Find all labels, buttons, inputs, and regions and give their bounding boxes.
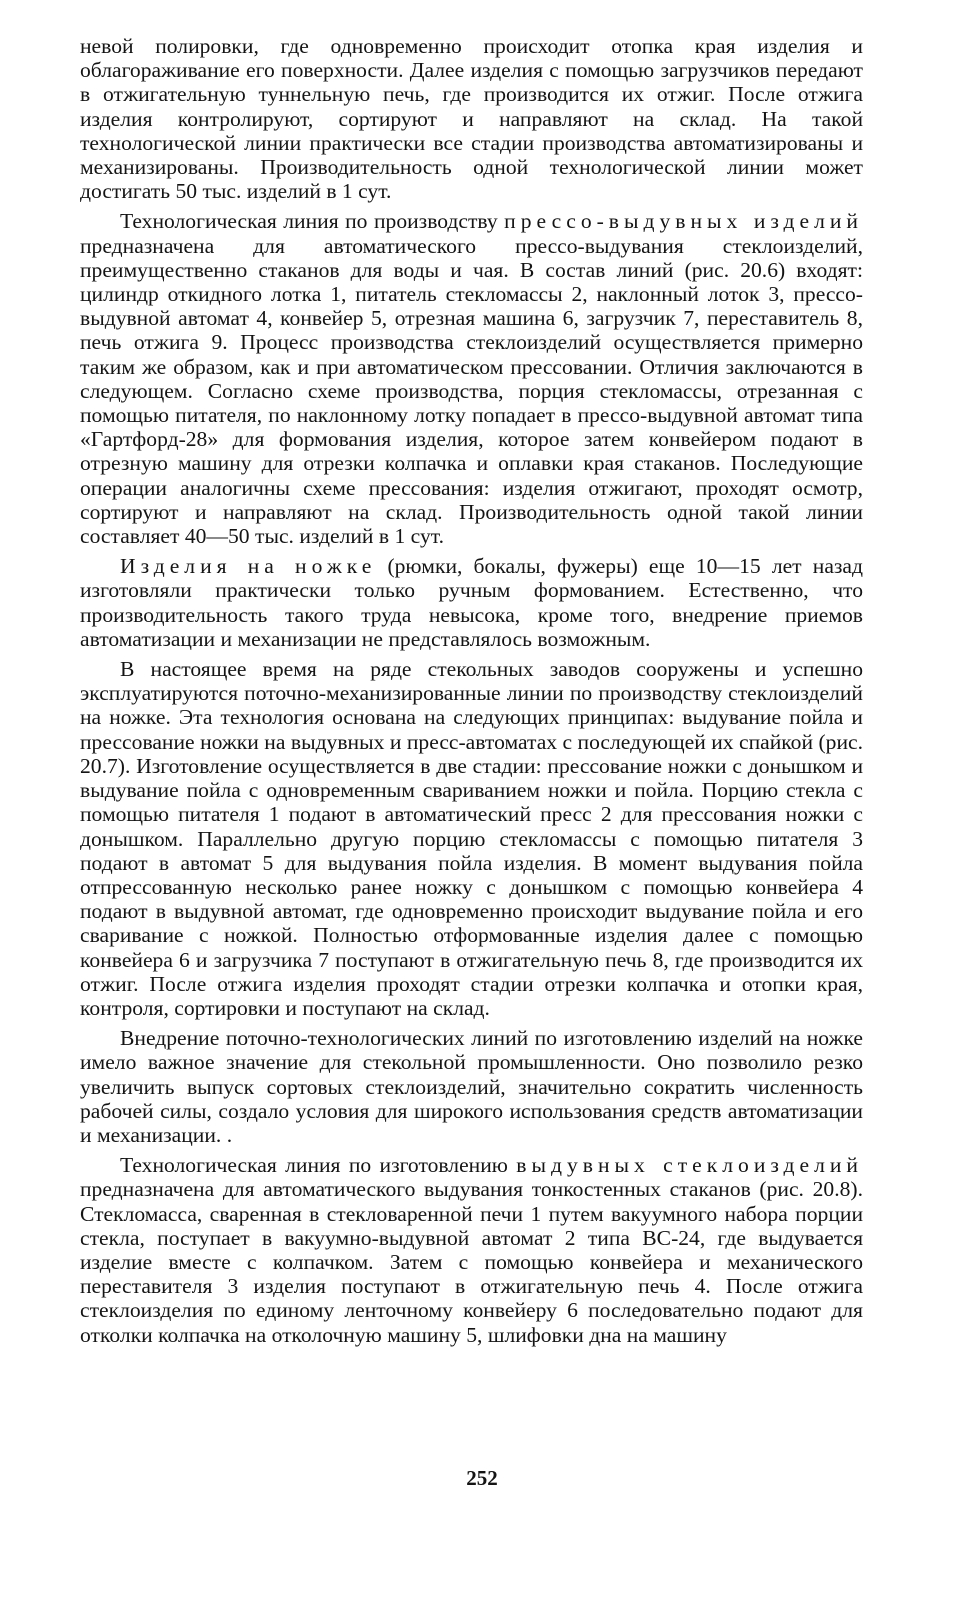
paragraph-4-text: В настоящее время на ряде стекольных заводов сооружены и успешно эксплуатируются поточно-механизированные линии по производству стеклоизделий на ножке. Эта технология основана на следующих принципах: выдувание пойла и прессование ножки на выдувных и пресс-автоматах с последующей их спайкой (рис. 20.7). Изготовление осуществляется в две стадии: прессование ножки с донышком и выдувание пойла с одновременным свариванием ножки и пойла. Порцию стекла с помощью питателя 1 подают в автоматический пресс 2 для прессования ножки с донышком. Параллельно другую порцию стекломассы с помощью питателя 3 подают в автомат 5 для выдувания пойла изделия. В момент выдувания пойла отпрессованную несколько ранее ножку с донышком с помощью конвейера 4 подают в выдувной автомат, где одновременно происходит выдувание пойла и его сваривание с ножкой. Полностью отформованные изделия далее с помощью конвейера 6 и загрузчика 7 поступают в отжигательную печь 8, где производится их отжиг. После отжига изделия проходят стадии отрезки колпачка и отопки края, контроля, сортировки и поступают на склад. [80, 657, 863, 1020]
paragraph-2-text-b: предназначена для автоматического прессо-выдувания стеклоизделий, преимущественно стаканов для воды и чая. В состав линий (рис. 20.6) входят: цилиндр откидного лотка 1, питатель стекломассы 2, наклонный лоток 3, прессо-выдувной автомат 4, конвейер 5, отрезная машина 6, загрузчик 7, переставитель 8, печь отжига 9. Процесс производства стеклоизделий осуществляется примерно таким же образом, как и при автоматическом прессовании. Отличия заключаются в следующем. Согласно схеме производства, порция стекломассы, отрезанная с помощью питателя, по наклонному лотку попадает в прессо-выдувной автомат типа «Гартфорд-28» для формования изделия, которое затем конвейером подают в отрезную машину для отрезки колпачка и оплавки края стаканов. Последующие операции аналогичны схеме прессования: изделия отжигают, проходят осмотр, сортируют и направляют на склад. Производительность одной такой линии составляет 40—50 тыс. изделий в 1 сут. [80, 233, 863, 549]
paragraph-5 [80, 1026, 863, 1147]
paragraph-3-text-b: (рюмки, бокалы, фужеры) еще 10—15 лет назад изготовляли практически только ручным формованием. Естественно, что производительность такого труда невысока, кроме того, внедрение приемов автоматизации и механизации не представлялось возможным. [80, 554, 864, 651]
paragraph-6-text-a: Технологическая линия по изготовлению [120, 1153, 517, 1178]
paragraph-3 [80, 554, 863, 651]
paragraph-6 [80, 1153, 863, 1347]
page-text [80, 34, 863, 1353]
paragraph-2-text-a: Технологическая линия по производству [120, 209, 505, 234]
paragraph-3-emphasis: Изделия на ножке [120, 554, 377, 579]
paragraph-5-text: Внедрение поточно-технологических линий по изготовлению изделий на ножке имело важное значение для стекольной промышленности. Оно позволило резко увеличить выпуск сортовых стеклоизделий, значительно сократить численность рабочей силы, создало условия для широкого использования средств автоматизации и механизации. . [80, 1026, 863, 1147]
page-number: 252 [466, 1466, 498, 1490]
paragraph-2-emphasis: прессо-выдувных изделий [504, 209, 863, 234]
paragraph-6-emphasis: выдувных стеклоизделий [516, 1153, 863, 1178]
paragraph-1 [80, 34, 863, 203]
paragraph-1-text: невой полировки, где одновременно происходит отопка края изделия и облагораживание его поверхности. Далее изделия с помощью загрузчиков передают в отжигательную туннельную печь, где производится их отжиг. После отжига изделия контролируют, сортируют и направляют на склад. На такой технологической линии практически все стадии производства автоматизированы и механизированы. Производительность одной технологической линии может достигать 50 тыс. изделий в 1 сут. [80, 34, 863, 204]
paragraph-2 [80, 209, 863, 548]
paragraph-4 [80, 657, 863, 1020]
paragraph-6-text-b: предназначена для автоматического выдувания тонкостенных стаканов (рис. 20.8). Стекломасса, сваренная в стекловаренной печи 1 путем вакуумного набора порции стекла, поступает в вакуумно-выдувной автомат 2 типа ВС-24, где выдувается изделие вместе с колпачком. Затем с помощью конвейера и механического переставителя 3 изделия поступают в отжигательную печь 4. После отжига стеклоизделия по единому ленточному конвейеру 6 последовательно подают для отколки колпачка на отколочную машину 5, шлифовки дна на машину [80, 1177, 863, 1347]
